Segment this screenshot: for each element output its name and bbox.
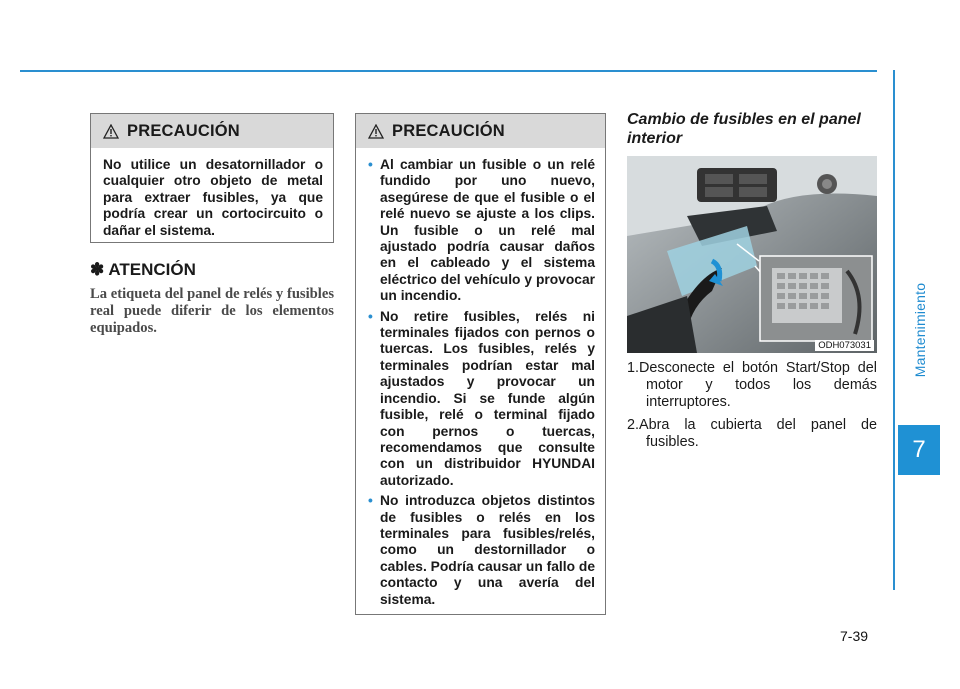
caution-box-middle xyxy=(355,113,606,615)
section-title: Cambio de fusibles en el panel interior xyxy=(627,111,861,147)
page-number: 7-39 xyxy=(840,628,869,644)
caution-header xyxy=(91,114,333,148)
bullet-dot-icon: • xyxy=(368,493,373,509)
attention-title: ✽ ATENCIÓN xyxy=(90,260,196,279)
instruction-step: 2.Abra la cubierta del panel de fusibles. xyxy=(627,417,877,450)
bullet-dot-icon: • xyxy=(368,157,373,172)
caution-title: PRECAUCIÓN xyxy=(392,121,505,140)
caution-bullet xyxy=(368,493,595,608)
chapter-number-tab: 7 xyxy=(898,425,940,475)
image-code-label: ODH073031 xyxy=(815,340,874,351)
attention-note xyxy=(90,260,334,337)
bullet-text: Al cambiar un fusible o un relé fundido por uno nuevo, asegúrese de que el fusible o el relé nuevo se ajuste a los clips. Un fusible o un relé mal ajustado podría causar daños en el cableado y el sistema eléctrico del vehículo y provocar un incendio. xyxy=(380,157,595,304)
fuse-panel-photo xyxy=(627,156,877,353)
warning-triangle-icon xyxy=(368,124,384,139)
caution-title: PRECAUCIÓN xyxy=(127,121,240,140)
caution-text: No utilice un desatornillador o cualquier otro objeto de metal para extraer fusibles, ya que podría crear un cortocircuito o dañar el sistema. xyxy=(103,157,323,238)
fuse-panel-illustration xyxy=(627,156,877,353)
chapter-side-label: Mantenimiento xyxy=(912,282,928,378)
caution-body xyxy=(356,148,605,620)
side-rule xyxy=(893,70,895,590)
attention-text: La etiqueta del panel de relés y fusibles real puede diferir de los elementos equipados. xyxy=(90,286,334,336)
caution-bullet-list xyxy=(368,157,595,608)
bullet-text: No introduzca objetos distintos de fusibles o relés en los terminales para fusibles/relés, como un destornillador o cables. Podría causar un fallo de contacto y una avería del sistema. xyxy=(380,493,595,607)
warning-triangle-icon xyxy=(103,124,119,139)
bullet-text: No retire fusibles, relés ni terminales fijados con pernos o tuercas. Los fusibles, relés y terminales podrían estar mal ajustados y provocar un incendio. Si se funde algún fusible, relé o terminal fijado con pernos o tuercas, recomendamos que consulte con un distribuidor HYUNDAI autorizado. xyxy=(380,308,595,488)
top-rule xyxy=(20,70,877,72)
caution-box-left xyxy=(90,113,334,243)
bullet-dot-icon: • xyxy=(368,308,373,324)
caution-bullet xyxy=(368,309,595,489)
caution-bullet xyxy=(368,157,595,305)
caution-header xyxy=(356,114,605,148)
instruction-steps xyxy=(627,360,877,457)
instruction-step: 1.Desconecte el botón Start/Stop del motor y todos los demás interruptores. xyxy=(627,360,877,410)
